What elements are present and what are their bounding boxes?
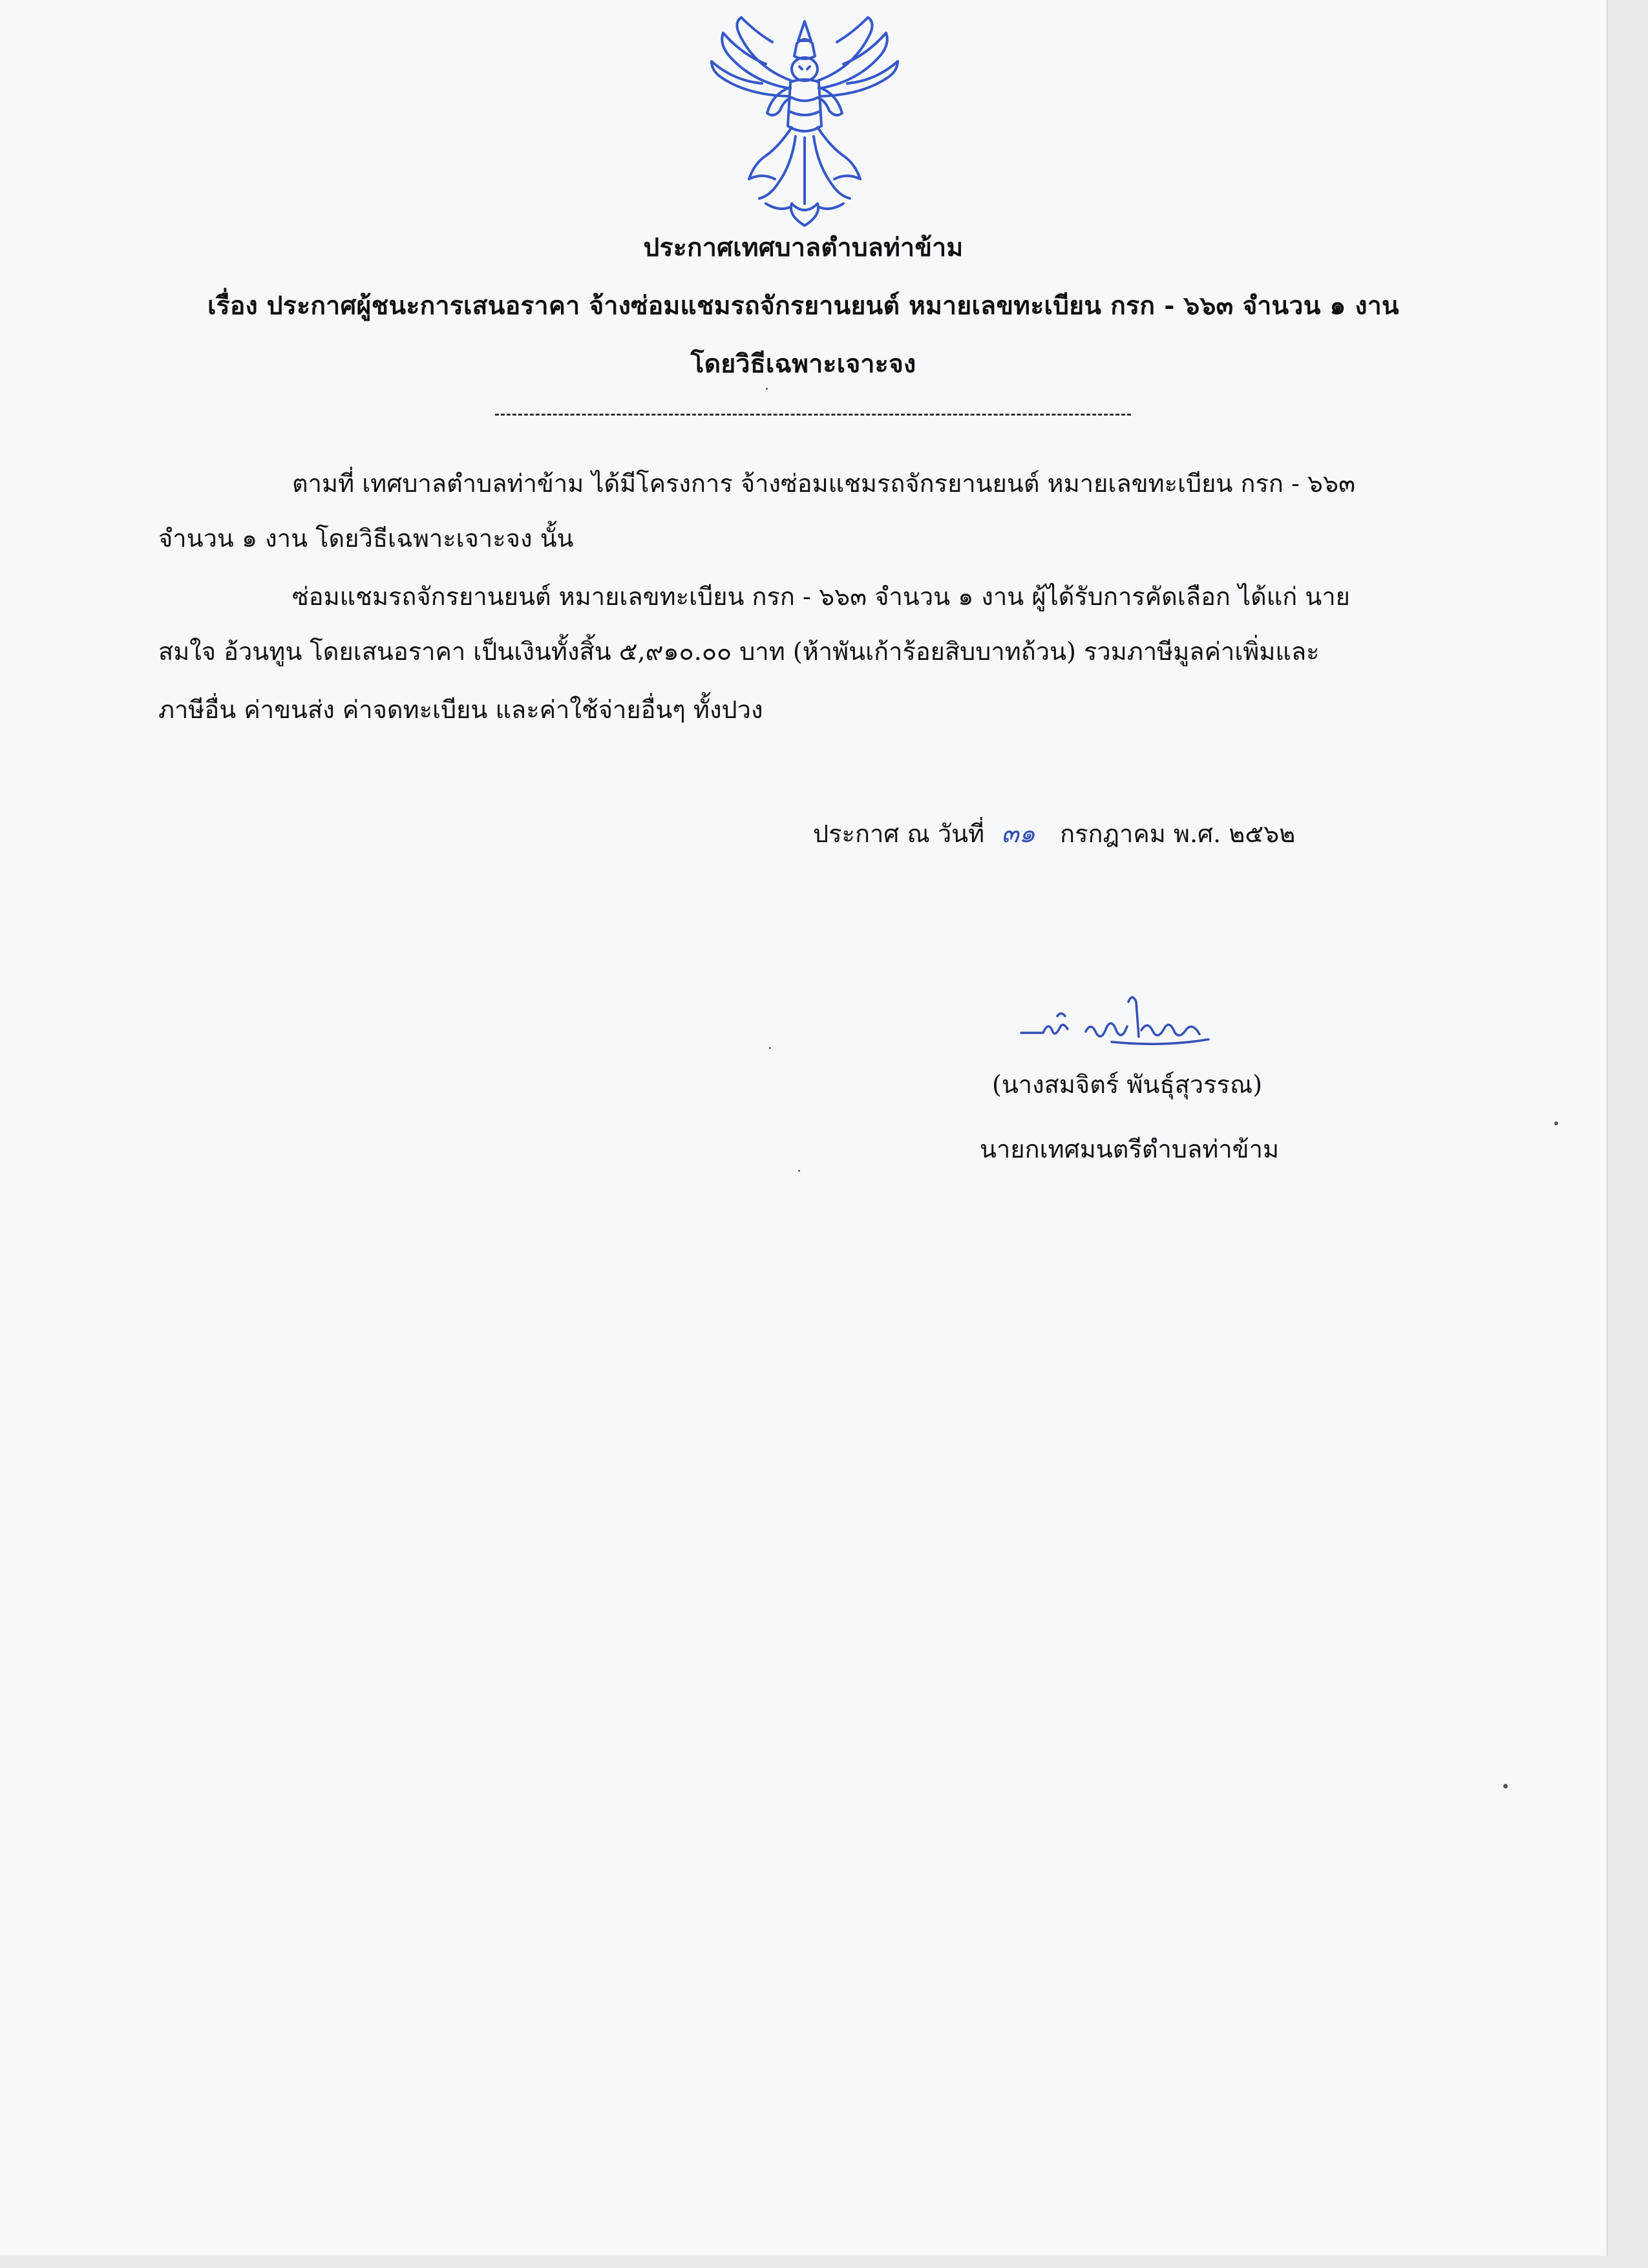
date-day: ๓๑ bbox=[1001, 819, 1036, 849]
announcement-subject: เรื่อง ประกาศผู้ชนะการเสนอราคา จ้างซ่อมแชมรถจักรยานยนต์ หมายเลขทะเบียน กรก - ๖๖๓ จำนวน ๑ งาน bbox=[207, 291, 1399, 321]
signatory-name: (นางสมจิตร์ พันธุ์สุวรรณ) bbox=[992, 1070, 1263, 1099]
procurement-method: โดยวิธีเฉพาะเจาะจง bbox=[690, 349, 916, 379]
announcement-heading: ประกาศเทศบาลตำบลท่าข้าม bbox=[643, 233, 964, 262]
scan-speck bbox=[1554, 1121, 1558, 1125]
body-paragraph-1-line-2: จำนวน ๑ งาน โดยวิธีเฉพาะเจาะจง นั้น bbox=[158, 524, 574, 553]
handwritten-signature bbox=[1015, 982, 1254, 1060]
body-paragraph-2-line-3: ภาษีอื่น ค่าขนส่ง ค่าจดทะเบียน และค่าใช้จ่ายอื่นๆ ทั้งปวง bbox=[158, 695, 763, 724]
body-paragraph-1-line-1: ตามที่ เทศบาลตำบลท่าข้าม ได้มีโครงการ จ้างซ่อมแชมรถจักรยานยนต์ หมายเลขทะเบียน กรก - ๖๖๓ bbox=[292, 469, 1356, 498]
body-paragraph-2-line-1: ซ่อมแชมรถจักรยานยนต์ หมายเลขทะเบียน กรก - ๖๖๓ จำนวน ๑ งาน ผู้ได้รับการคัดเลือก ได้แก่ นาย bbox=[292, 582, 1350, 611]
scan-speck bbox=[798, 1170, 800, 1172]
date-month-year: กรกฎาคม พ.ศ. ๒๕๖๒ bbox=[1060, 820, 1296, 848]
signatory-position: นายกเทศมนตรีตำบลท่าข้าม bbox=[980, 1135, 1280, 1163]
announcement-date bbox=[813, 816, 1295, 852]
scan-speck bbox=[1503, 1784, 1508, 1788]
dashed-divider bbox=[495, 414, 1131, 416]
garuda-emblem bbox=[695, 10, 914, 233]
date-prefix: ประกาศ ณ วันที่ bbox=[813, 820, 985, 848]
scan-speck bbox=[766, 388, 768, 390]
body-paragraph-2-line-2: สมใจ อ้วนทูน โดยเสนอราคา เป็นเงินทั้งสิ้น ๕,๙๑๐.๐๐ บาท (ห้าพันเก้าร้อยสิบบาทถ้วน) รวมภาษีมูลค่าเพิ่มและ bbox=[158, 637, 1320, 666]
scan-speck bbox=[769, 1047, 771, 1049]
